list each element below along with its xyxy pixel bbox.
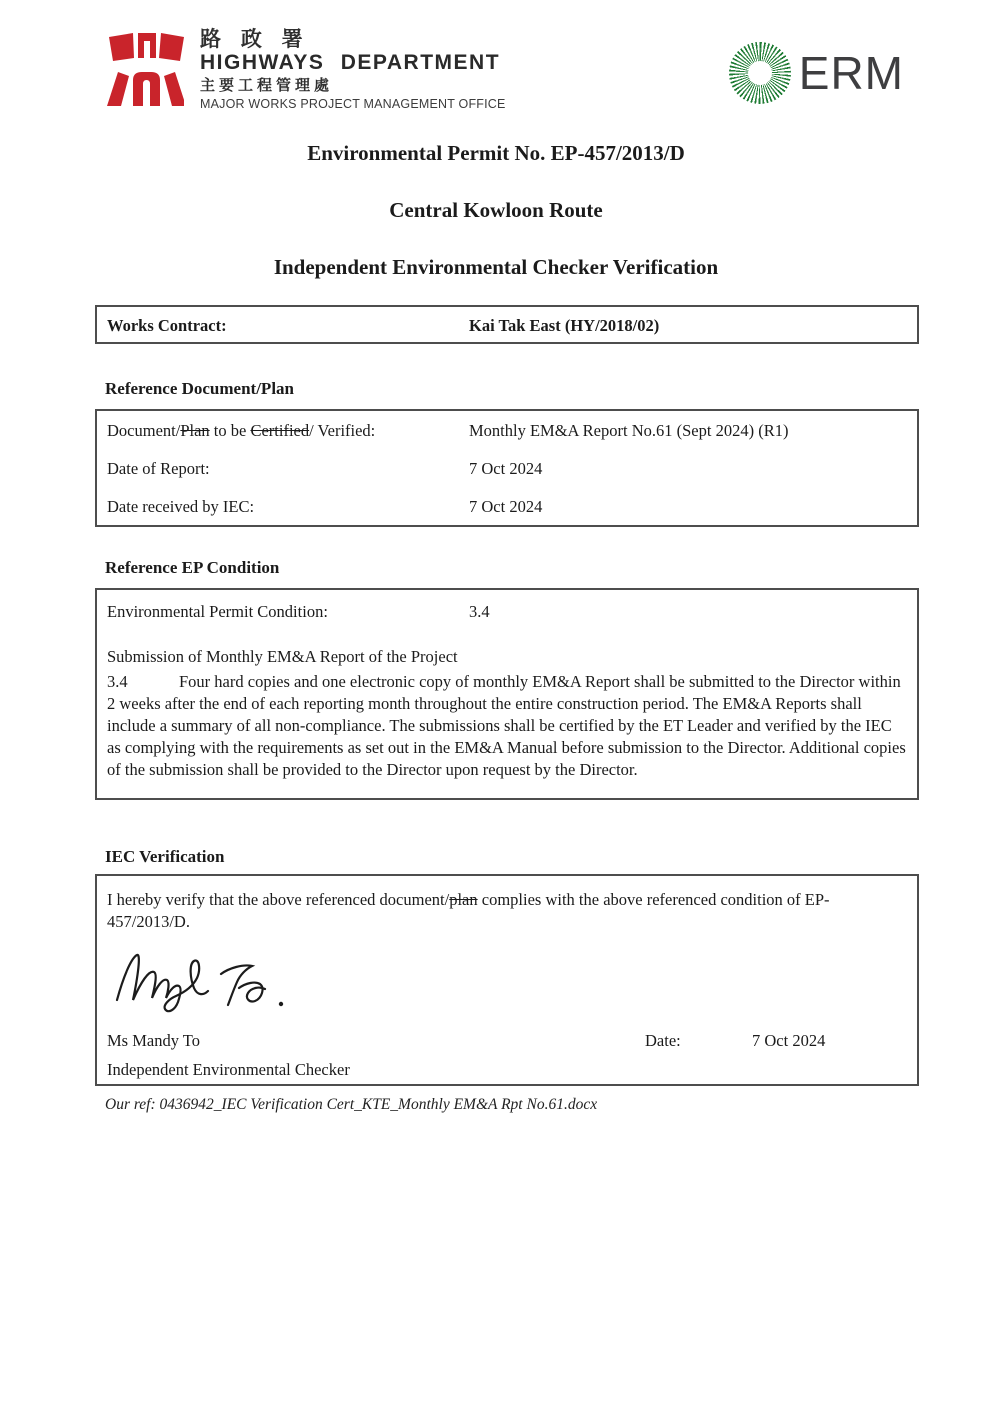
highways-department-text [200,28,506,112]
ep-condition-value: 3.4 [469,602,490,621]
signer-title: Independent Environmental Checker [107,1060,350,1079]
clause-number: 3.4 [107,672,128,691]
ep-condition-label: Environmental Permit Condition: [107,602,328,621]
hwd-chinese-name: 路 政 署 [200,28,310,51]
date-of-report-label: Date of Report: [107,459,210,478]
clause-text: Four hard copies and one electronic copy of monthly EM&A Report shall be submitted to the Director within 2 weeks after the end of each reporting month throughout the entire construction period. The EM&A Reports shall include a summary of all non-compliance. The submissions shall be certified by the ET Leader and verified by the IEC as complying with the requirements as set out in the EM&A Manual before submission to the Director. Additional copies of the submission shall be provided to the Director upon request by the Director. [107,672,906,779]
permit-number-title: Environmental Permit No. EP-457/2013/D [307,141,685,165]
date-label: Date: [645,1031,681,1050]
highways-department-logo [104,28,506,112]
table-row [97,411,917,450]
reference-document-heading: Reference Document/Plan [105,379,294,398]
document-to-be-verified-value: Monthly EM&A Report No.61 (Sept 2024) (R1) [469,421,789,440]
works-contract-box [95,305,919,344]
iec-verification-statement: I hereby verify that the above referenced document/plan complies with the above referenced condition of EP-457/2013/D. [107,890,830,931]
iec-verification-box [95,874,919,1086]
hwd-english-name: HIGHWAYS DEPARTMENT [200,51,501,75]
ep-condition-subheading: Submission of Monthly EM&A Report of the Project [107,647,458,666]
highways-department-icon [104,28,184,108]
document-type-title: Independent Environmental Checker Verification [273,255,719,279]
hwd-english-office: MAJOR WORKS PROJECT MANAGEMENT OFFICE [200,96,506,111]
ep-condition-box [95,588,919,800]
iec-verification-heading: IEC Verification [105,847,225,866]
date-received-by-iec-label: Date received by IEC: [107,497,255,516]
ep-condition-clause [107,671,909,781]
erm-logo [729,42,904,104]
document-to-be-verified-label: Document/Plan to be Certified/ Verified: [107,421,376,440]
signature [111,944,326,1016]
works-contract-label: Works Contract: [107,316,227,335]
erm-starburst-icon [729,42,791,104]
table-row [97,487,917,526]
works-contract-value: Kai Tak East (HY/2018/02) [469,316,660,335]
project-title: Central Kowloon Route [389,198,603,222]
date-received-by-iec-value: 7 Oct 2024 [469,497,543,516]
date-of-report-value: 7 Oct 2024 [469,459,543,478]
table-row [97,449,917,488]
hwd-chinese-office: 主要工程管理處 [200,77,334,95]
our-ref-line: Our ref: 0436942_IEC Verification Cert_KTE_Monthly EM&A Rpt No.61.docx [105,1096,598,1113]
date-value: 7 Oct 2024 [752,1031,826,1050]
reference-document-box [95,409,919,527]
erm-wordmark: ERM [798,47,904,99]
signer-name: Ms Mandy To [107,1031,200,1050]
reference-ep-condition-heading: Reference EP Condition [105,558,280,577]
